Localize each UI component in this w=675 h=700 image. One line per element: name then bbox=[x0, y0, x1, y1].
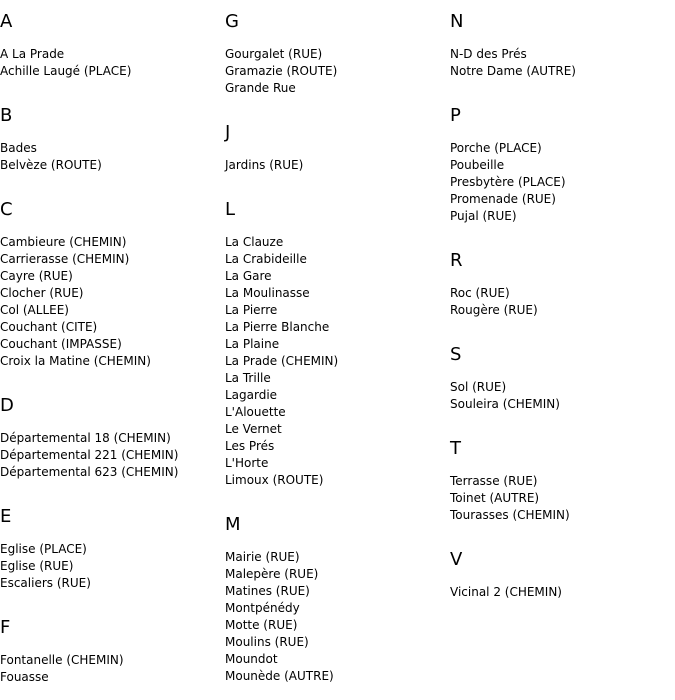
street-link[interactable]: Moundot bbox=[225, 652, 278, 666]
street-link[interactable]: Bades bbox=[0, 141, 37, 155]
street-link[interactable]: Lagardie bbox=[225, 388, 278, 402]
letter-group bbox=[0, 105, 220, 174]
street-list bbox=[450, 379, 670, 413]
group-spacer bbox=[450, 319, 670, 333]
list-item bbox=[225, 302, 445, 319]
street-link[interactable]: La Gare bbox=[225, 269, 272, 283]
street-link[interactable]: Col (ALLEE) bbox=[0, 303, 69, 317]
index-column bbox=[450, 0, 670, 615]
street-list bbox=[450, 46, 670, 80]
list-item bbox=[225, 583, 445, 600]
letter-group bbox=[225, 199, 445, 489]
group-spacer bbox=[450, 413, 670, 427]
letter-heading: N bbox=[450, 11, 464, 32]
list-item bbox=[450, 63, 670, 80]
letter-group bbox=[450, 250, 670, 319]
street-link[interactable]: Malepère (RUE) bbox=[225, 567, 319, 581]
street-link[interactable]: La Crabideille bbox=[225, 252, 307, 266]
street-link[interactable]: Porche (PLACE) bbox=[450, 141, 542, 155]
street-link[interactable]: Rougère (RUE) bbox=[450, 303, 538, 317]
group-spacer bbox=[225, 685, 445, 699]
letter-group bbox=[0, 11, 220, 80]
street-link[interactable]: Croix la Matine (CHEMIN) bbox=[0, 354, 151, 368]
list-item bbox=[450, 157, 670, 174]
list-item bbox=[225, 472, 445, 489]
group-spacer bbox=[225, 174, 445, 188]
street-link[interactable]: Mounède (AUTRE) bbox=[225, 669, 334, 683]
list-item bbox=[225, 285, 445, 302]
letter-heading: T bbox=[450, 438, 461, 459]
street-link[interactable]: Fouasse bbox=[0, 670, 49, 684]
street-link[interactable]: Jardins (RUE) bbox=[225, 158, 304, 172]
letter-heading: B bbox=[0, 105, 13, 126]
list-item bbox=[225, 651, 445, 668]
street-list bbox=[225, 549, 445, 685]
group-spacer bbox=[0, 174, 220, 188]
letter-heading: G bbox=[225, 11, 239, 32]
street-link[interactable]: La Pierre Blanche bbox=[225, 320, 330, 334]
street-list bbox=[0, 46, 220, 80]
list-item bbox=[225, 319, 445, 336]
list-item bbox=[225, 600, 445, 617]
letter-heading: S bbox=[450, 344, 462, 365]
street-list bbox=[225, 234, 445, 489]
list-item bbox=[450, 396, 670, 413]
street-link[interactable]: L'Horte bbox=[225, 456, 269, 470]
street-list bbox=[450, 584, 670, 601]
street-list bbox=[0, 140, 220, 174]
list-item bbox=[450, 208, 670, 225]
street-list bbox=[225, 46, 445, 97]
street-link[interactable]: Le Vernet bbox=[225, 422, 282, 436]
list-item bbox=[0, 430, 220, 447]
group-spacer bbox=[0, 370, 220, 384]
street-link[interactable]: N-D des Prés bbox=[450, 47, 527, 61]
list-item bbox=[450, 473, 670, 490]
street-link[interactable]: Pujal (RUE) bbox=[450, 209, 517, 223]
letter-heading: J bbox=[225, 122, 231, 143]
group-spacer bbox=[450, 524, 670, 538]
list-item bbox=[0, 464, 220, 481]
list-item bbox=[225, 370, 445, 387]
street-link[interactable]: Roc (RUE) bbox=[450, 286, 510, 300]
list-item bbox=[225, 387, 445, 404]
letter-heading: E bbox=[0, 506, 12, 527]
list-item bbox=[0, 157, 220, 174]
list-item bbox=[0, 285, 220, 302]
list-item bbox=[450, 140, 670, 157]
street-list bbox=[0, 234, 220, 370]
list-item bbox=[225, 63, 445, 80]
list-item bbox=[225, 438, 445, 455]
street-link[interactable]: Sol (RUE) bbox=[450, 380, 507, 394]
list-item bbox=[225, 617, 445, 634]
street-link[interactable]: Moulins (RUE) bbox=[225, 635, 309, 649]
group-spacer bbox=[225, 489, 445, 503]
list-item bbox=[225, 80, 445, 97]
street-link[interactable]: Achille Laugé (PLACE) bbox=[0, 64, 132, 78]
letter-heading: V bbox=[450, 549, 463, 570]
letter-heading: C bbox=[0, 199, 13, 220]
group-spacer bbox=[0, 686, 220, 700]
list-item bbox=[0, 447, 220, 464]
group-spacer bbox=[0, 481, 220, 495]
list-item bbox=[225, 157, 445, 174]
list-item bbox=[225, 421, 445, 438]
street-link[interactable]: Eglise (RUE) bbox=[0, 559, 74, 573]
letter-group bbox=[225, 122, 445, 174]
list-item bbox=[0, 558, 220, 575]
list-item bbox=[0, 46, 220, 63]
list-item bbox=[450, 174, 670, 191]
list-item bbox=[0, 234, 220, 251]
letter-group bbox=[225, 514, 445, 685]
list-item bbox=[225, 634, 445, 651]
list-item bbox=[450, 191, 670, 208]
street-link[interactable]: Eglise (PLACE) bbox=[0, 542, 87, 556]
street-link[interactable]: Tourasses (CHEMIN) bbox=[450, 508, 570, 522]
street-link[interactable]: La Clauze bbox=[225, 235, 284, 249]
street-link[interactable]: Départemental 18 (CHEMIN) bbox=[0, 431, 171, 445]
letter-group bbox=[225, 11, 445, 97]
street-link[interactable]: L'Alouette bbox=[225, 405, 286, 419]
street-list bbox=[450, 285, 670, 319]
letter-heading: A bbox=[0, 11, 13, 32]
group-spacer bbox=[450, 225, 670, 239]
street-link[interactable]: Belvèze (ROUTE) bbox=[0, 158, 102, 172]
list-item bbox=[0, 353, 220, 370]
street-link[interactable]: Carrierasse (CHEMIN) bbox=[0, 252, 130, 266]
street-link[interactable]: Toinet (AUTRE) bbox=[450, 491, 540, 505]
letter-heading: P bbox=[450, 105, 461, 126]
street-link[interactable]: La Pierre bbox=[225, 303, 278, 317]
letter-group bbox=[0, 395, 220, 481]
group-spacer bbox=[450, 80, 670, 94]
street-link[interactable]: Départemental 623 (CHEMIN) bbox=[0, 465, 179, 479]
street-link[interactable]: Mairie (RUE) bbox=[225, 550, 300, 564]
street-link[interactable]: La Plaine bbox=[225, 337, 280, 351]
street-list bbox=[0, 541, 220, 592]
list-item bbox=[225, 549, 445, 566]
street-link[interactable]: Gourgalet (RUE) bbox=[225, 47, 323, 61]
index-column bbox=[225, 0, 445, 699]
letter-heading: M bbox=[225, 514, 241, 535]
letter-group bbox=[450, 11, 670, 80]
list-item bbox=[0, 336, 220, 353]
list-item bbox=[0, 251, 220, 268]
list-item bbox=[450, 46, 670, 63]
group-spacer bbox=[225, 97, 445, 111]
street-list bbox=[450, 473, 670, 524]
street-link[interactable]: Les Prés bbox=[225, 439, 275, 453]
letter-group bbox=[450, 549, 670, 601]
group-spacer bbox=[0, 80, 220, 94]
letter-heading: L bbox=[225, 199, 236, 220]
list-item bbox=[450, 507, 670, 524]
street-link[interactable]: Grande Rue bbox=[225, 81, 296, 95]
list-item bbox=[0, 319, 220, 336]
letter-heading: D bbox=[0, 395, 14, 416]
street-link[interactable]: Limoux (ROUTE) bbox=[225, 473, 324, 487]
list-item bbox=[225, 46, 445, 63]
street-link[interactable]: Souleira (CHEMIN) bbox=[450, 397, 560, 411]
street-link[interactable]: Presbytère (PLACE) bbox=[450, 175, 566, 189]
list-item bbox=[0, 140, 220, 157]
list-item bbox=[0, 268, 220, 285]
street-link[interactable]: Terrasse (RUE) bbox=[450, 474, 538, 488]
list-item bbox=[450, 379, 670, 396]
letter-group bbox=[450, 344, 670, 413]
list-item bbox=[225, 353, 445, 370]
street-link[interactable]: La Trille bbox=[225, 371, 271, 385]
letter-group bbox=[450, 438, 670, 524]
street-link[interactable]: Promenade (RUE) bbox=[450, 192, 556, 206]
index-column bbox=[0, 0, 220, 700]
group-spacer bbox=[450, 601, 670, 615]
street-link[interactable]: Matines (RUE) bbox=[225, 584, 310, 598]
list-item bbox=[0, 541, 220, 558]
street-list bbox=[0, 652, 220, 686]
list-item bbox=[0, 302, 220, 319]
list-item bbox=[225, 404, 445, 421]
street-link[interactable]: Cayre (RUE) bbox=[0, 269, 73, 283]
list-item bbox=[450, 285, 670, 302]
letter-group bbox=[0, 199, 220, 370]
letter-group bbox=[0, 617, 220, 686]
street-link[interactable]: Cambieure (CHEMIN) bbox=[0, 235, 127, 249]
letter-heading: R bbox=[450, 250, 463, 271]
group-spacer bbox=[0, 592, 220, 606]
street-link[interactable]: Notre Dame (AUTRE) bbox=[450, 64, 576, 78]
letter-group bbox=[450, 105, 670, 225]
street-link[interactable]: Départemental 221 (CHEMIN) bbox=[0, 448, 179, 462]
street-link[interactable]: Couchant (CITE) bbox=[0, 320, 98, 334]
list-item bbox=[225, 336, 445, 353]
street-link[interactable]: Escaliers (RUE) bbox=[0, 576, 91, 590]
list-item bbox=[225, 668, 445, 685]
list-item bbox=[225, 234, 445, 251]
street-link[interactable]: Poubeille bbox=[450, 158, 505, 172]
street-link[interactable]: Montpénédy bbox=[225, 601, 300, 615]
list-item bbox=[225, 251, 445, 268]
list-item bbox=[450, 490, 670, 507]
letter-heading: F bbox=[0, 617, 11, 638]
list-item bbox=[0, 575, 220, 592]
street-link[interactable]: Vicinal 2 (CHEMIN) bbox=[450, 585, 562, 599]
list-item bbox=[0, 652, 220, 669]
street-link[interactable]: Motte (RUE) bbox=[225, 618, 298, 632]
list-item bbox=[225, 566, 445, 583]
street-link[interactable]: La Prade (CHEMIN) bbox=[225, 354, 339, 368]
street-list bbox=[0, 430, 220, 481]
street-link[interactable]: Clocher (RUE) bbox=[0, 286, 84, 300]
street-link[interactable]: La Moulinasse bbox=[225, 286, 310, 300]
list-item bbox=[225, 455, 445, 472]
street-link[interactable]: A La Prade bbox=[0, 47, 65, 61]
street-link[interactable]: Fontanelle (CHEMIN) bbox=[0, 653, 124, 667]
street-link[interactable]: Gramazie (ROUTE) bbox=[225, 64, 338, 78]
list-item bbox=[0, 669, 220, 686]
street-list bbox=[225, 157, 445, 174]
street-link[interactable]: Couchant (IMPASSE) bbox=[0, 337, 122, 351]
list-item bbox=[450, 584, 670, 601]
list-item bbox=[225, 268, 445, 285]
street-list bbox=[450, 140, 670, 225]
letter-group bbox=[0, 506, 220, 592]
list-item bbox=[0, 63, 220, 80]
list-item bbox=[450, 302, 670, 319]
